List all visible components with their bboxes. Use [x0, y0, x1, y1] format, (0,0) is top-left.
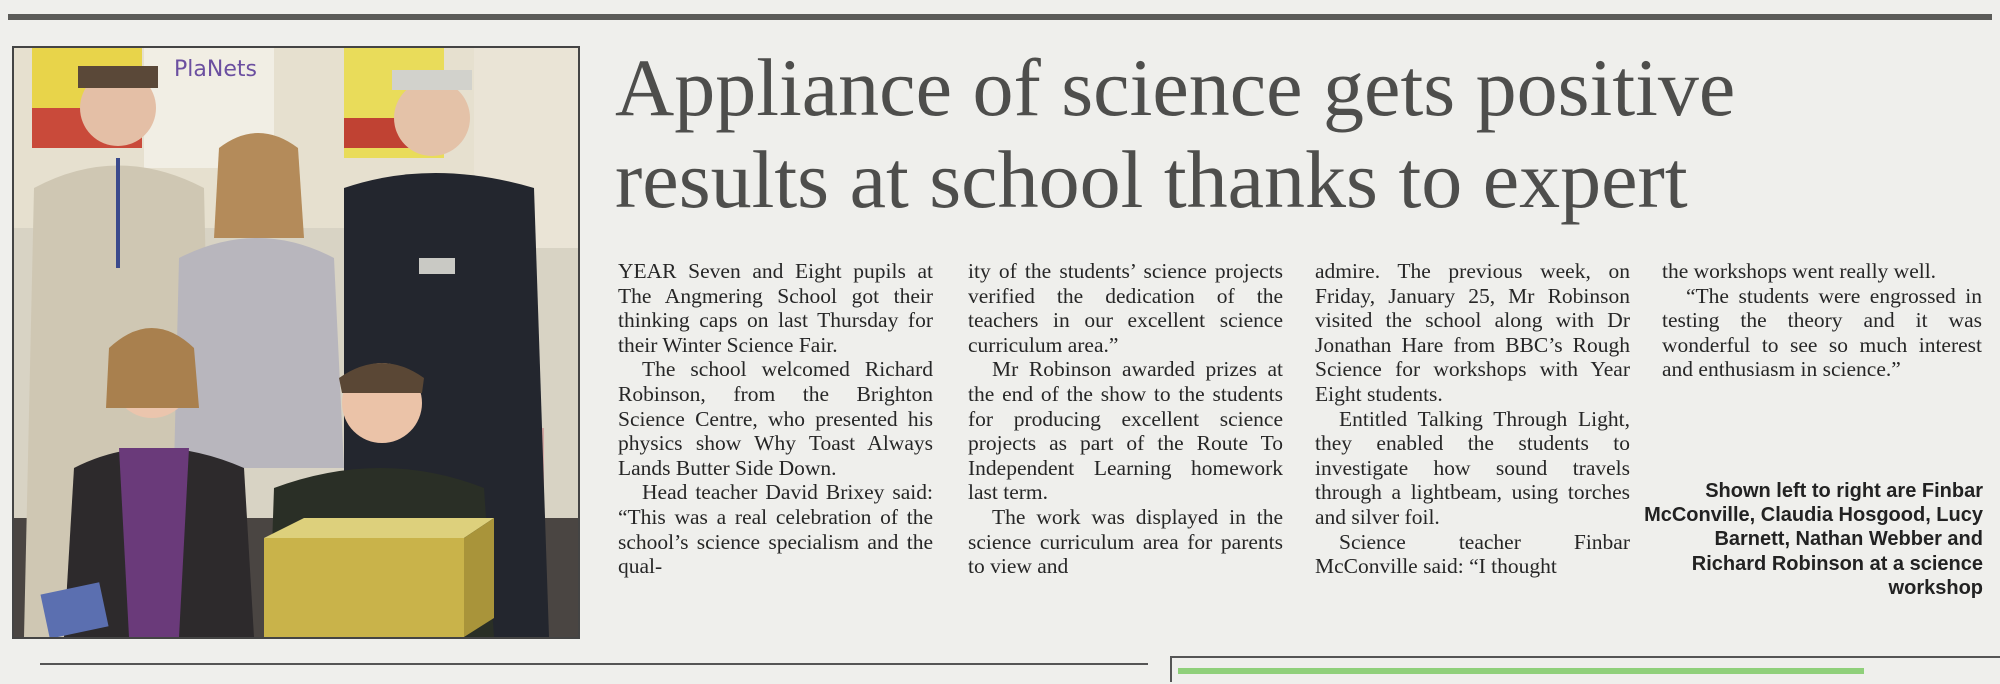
paragraph: YEAR Seven and Eight pupils at The Angmering School got their thinking caps on last Thursday for their Winter Science Fair. [618, 259, 933, 357]
svg-text:PlaNets: PlaNets [174, 57, 257, 82]
paragraph: Entitled Talking Through Light, they enabled the students to investigate how sound travels through a lightbeam, using torches and silver foil. [1315, 406, 1630, 529]
body-column-4 [1662, 259, 1982, 382]
headline-line-2: results at school thanks to expert [615, 134, 1688, 225]
paragraph: “The students were engrossed in testing the theory and it was wonderful to see so much interest and enthusiasm in science.” [1662, 283, 1982, 382]
bottom-rule [1170, 656, 2000, 658]
headline [615, 42, 1985, 226]
green-accent-rule [1178, 668, 1864, 674]
body-column-3 [1315, 259, 1630, 579]
headline-line-1: Appliance of science gets positive [615, 42, 1736, 133]
paragraph: ity of the students’ science projects verified the dedication of the teachers in our excellent science curriculum area.” [968, 259, 1283, 357]
paragraph: The school welcomed Richard Robinson, from the Brighton Science Centre, who presented his physics show Why Toast Always Lands Butter Side Down. [618, 357, 933, 480]
paragraph: Mr Robinson awarded prizes at the end of the show to the students for producing excellent science projects as part of the Route To Independent Learning homework last term. [968, 357, 1283, 505]
body-column-2 [968, 259, 1283, 579]
paragraph: Head teacher David Brixey said: “This was a real celebration of the school’s science specialism and the qual- [618, 480, 933, 579]
bottom-rule-bracket [1170, 656, 1172, 682]
paragraph: Science teacher Finbar McConville said: “I thought [1315, 529, 1630, 579]
body-column-1 [618, 259, 933, 579]
bottom-rule [40, 663, 1148, 665]
paragraph: The work was displayed in the science curriculum area for parents to view and [968, 504, 1283, 579]
photo-caption: Shown left to right are Finbar McConville, Claudia Hosgood, Lucy Barnett, Nathan Webber and Richard Robinson at a science workshop [1644, 480, 1983, 599]
top-rule [8, 14, 1992, 20]
article-photo [12, 46, 580, 639]
photo-illustration [14, 48, 578, 637]
paragraph: the workshops went really well. [1662, 259, 1937, 283]
paragraph: admire. The previous week, on Friday, January 25, Mr Robinson visited the school along with Dr Jonathan Hare from BBC’s Rough Science for workshops with Year Eight students. [1315, 259, 1630, 406]
